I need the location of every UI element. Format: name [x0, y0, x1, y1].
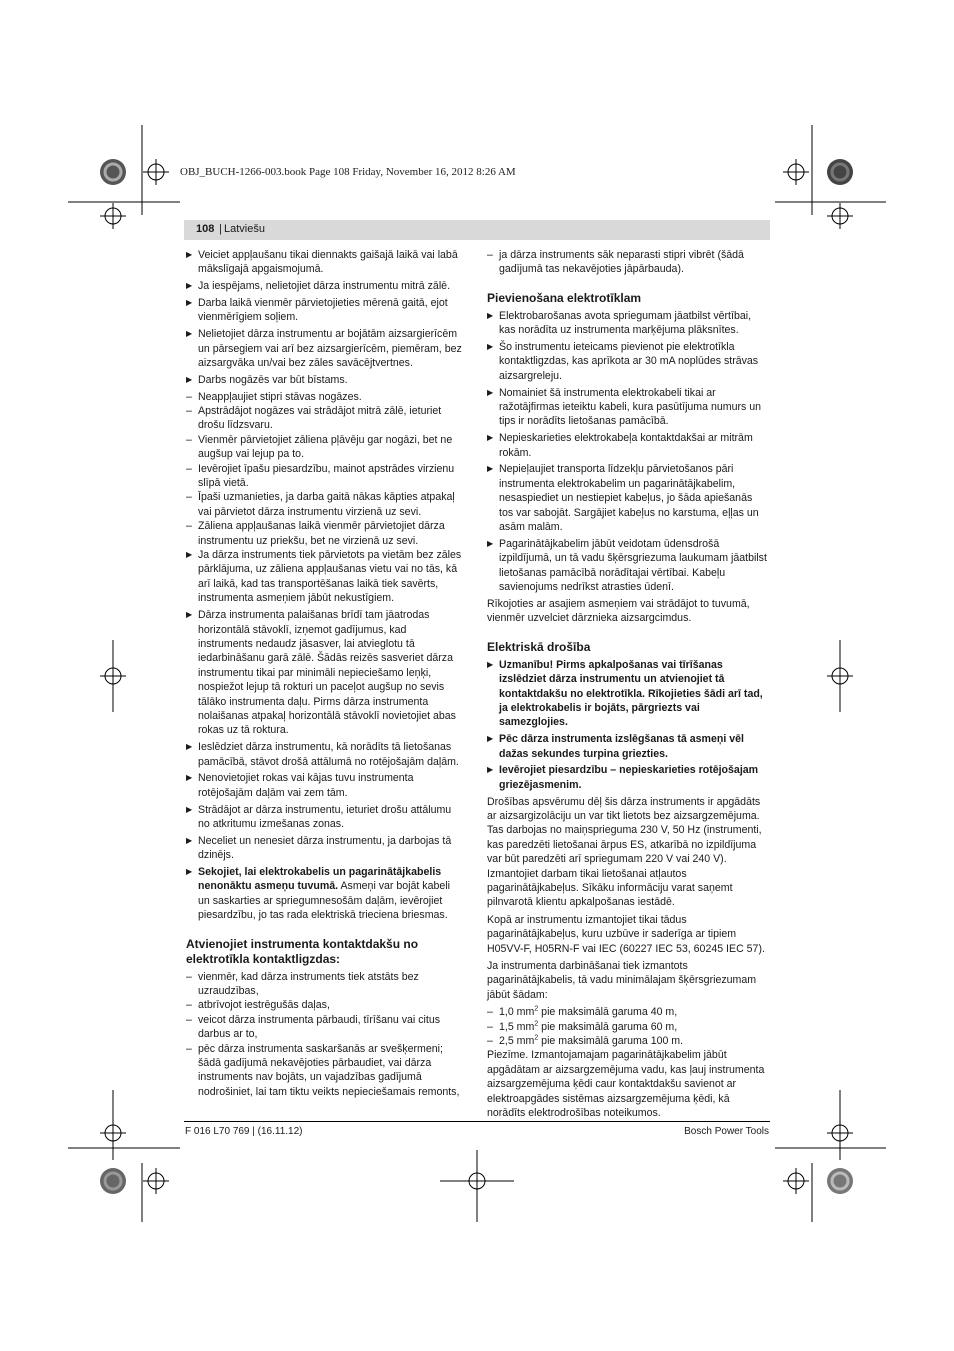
left-column	[186, 248, 464, 1099]
bullet-marker: ▶	[186, 550, 193, 560]
dash-marker: –	[186, 491, 192, 504]
bullet-item	[186, 248, 464, 277]
paragraph: Piezīme. Izmantojamajam pagarinātājkabelim jābūt apgādātam ar aizsargzemējuma vadu, kas ļauj instrumenta aizsargzemējuma ķēdi caur kontaktdakšu savienot ar elektroapgādes sistēmas aizsargzemējuma ķēdi, kā norādīts elektrodrošības noteikumos.	[487, 1049, 765, 1120]
bullet-item	[487, 386, 769, 429]
bullet-item	[487, 658, 769, 730]
bullet-item	[186, 865, 464, 923]
bold-text: Uzmanību! Pirms apkalpošanas vai tīrīšanas izslēdziet dārza instrumentu un atvienojiet tā kontaktdakšu no elektrotīkla. Rīkojieties šādi arī tad, ja elektrokabelis ir bojāts, pārgriezts vai samezglojies.	[499, 658, 763, 729]
dash-marker: –	[186, 1013, 192, 1026]
dash-item	[186, 390, 464, 404]
item-text: Asmeņi var bojāt kabeli un saskarties ar spriegumnesošām daļām, ievērojiet piesardzību, jo tas rada elektriskā trieciena briesmas.	[198, 880, 450, 922]
bullet-marker: ▶	[487, 387, 494, 397]
item-text: vienmēr, kad dārza instruments tiek atstāts bez uzraudzības,	[198, 970, 419, 997]
size-exponent: 2	[534, 1034, 539, 1042]
bullet-item	[487, 537, 769, 595]
item-text: Nelietojiet dārza instrumentu ar bojātām aizsargierīcēm un pārsegiem vai arī bez aizsargierīcēm, piemēram, bez aizsargvāka un/vai bez zāles savācējtvertnes.	[198, 328, 462, 370]
bullet-marker: ▶	[186, 773, 193, 783]
bullet-marker: ▶	[487, 538, 494, 548]
paragraph: Kopā ar instrumentu izmantojiet tikai tādus pagarinātājkabeļus, kuru uzbūve ir saderīga ar tipiem H05VV-F, H05RN-F vai IEC (60227 IEC 53, 60245 IEC 57).	[487, 913, 765, 955]
item-text: Dārza instrumenta palaišanas brīdī tam jāatrodas horizontālā stāvoklī, izņemot gadījumus, kad instruments nedaudz jāsasver, lai atvieglotu tā iedarbināšanu garā zālē. Šādās reizēs sasveriet dārza instrumentu tikai par minimāli nepieciešamo leņķi, nospiežot lejup tā rokturi un paceļot augšup no sevis tālāko instrumenta daļu. Pirms dārza instrumenta nolaišanas atpakaļ horizontālā stāvoklī novietojiet abas rokas uz tā roktura.	[198, 609, 456, 737]
footer-rule	[184, 1121, 770, 1122]
bullet-item	[186, 608, 464, 738]
bullet-item	[186, 373, 464, 387]
bullet-marker: ▶	[186, 742, 193, 752]
bullet-marker: ▶	[487, 464, 494, 474]
dash-marker: –	[186, 1042, 192, 1055]
bullet-item	[186, 327, 464, 370]
bullet-item	[186, 771, 464, 800]
item-text: Apstrādājot nogāzes vai strādājot mitrā zālē, ieturiet drošu līdzsvaru.	[198, 405, 442, 432]
bullet-item	[487, 431, 769, 460]
size-exponent: 2	[534, 1005, 539, 1013]
dash-item	[186, 404, 464, 433]
bullet-marker: ▶	[487, 310, 494, 320]
item-text: Darba laikā vienmēr pārvietojieties mērenā gaitā, ejot vienmērīgiem soļiem.	[198, 297, 448, 324]
item-text: ja dārza instruments sāk neparasti stipri vibrēt (šādā gadījumā tas nekavējoties jāpārbauda).	[499, 249, 744, 276]
page-header	[184, 220, 770, 240]
bullet-item	[186, 740, 464, 769]
bullet-item	[186, 834, 464, 863]
dash-item	[186, 1042, 464, 1100]
bullet-item	[186, 279, 464, 293]
dash-item	[186, 519, 464, 548]
item-text: atbrīvojot iestrēgušās daļas,	[198, 999, 330, 1012]
bullet-item	[487, 732, 769, 761]
dash-marker: –	[186, 405, 192, 418]
item-text: pēc dārza instrumenta saskaršanās ar svešķermeni; šādā gadījumā nekavējoties pārbaudiet, vai dārza instruments nav bojāts, un vajadzības gadījumā nodrošiniet, lai tam tiktu veikts nepieciešamais remonts,	[198, 1042, 460, 1098]
header-language: Latviešu	[224, 223, 265, 235]
dash-marker: –	[487, 1020, 493, 1033]
size-value: 1,5 mm	[499, 1020, 535, 1033]
bullet-item	[487, 462, 769, 534]
bullet-item	[186, 296, 464, 325]
footer-brand: Bosch Power Tools	[684, 1126, 769, 1137]
paragraph: Ja instrumenta darbināšanai tiek izmantots pagarinātājkabelis, tā vadu minimālajam šķērsgriezumam jābūt šādam:	[487, 959, 757, 1001]
dash-marker: –	[186, 462, 192, 475]
size-exponent: 2	[534, 1020, 539, 1028]
dash-item	[487, 1034, 769, 1048]
section-heading: Atvienojiet instrumenta kontaktdakšu no elektrotīkla kontaktligzdas:	[186, 936, 419, 966]
bold-text: Pēc dārza instrumenta izslēgšanas tā asmeņi vēl dažas sekundes turpina griezties.	[499, 733, 744, 760]
footer-doc-code: F 016 L70 769 | (16.11.12)	[185, 1126, 303, 1137]
bold-text: Sekojiet, lai elektrokabelis un pagarinātājkabelis nenonāktu asmeņu tuvumā.	[198, 865, 442, 893]
item-text: Elektrobarošanas avota spriegumam jāatbilst vērtībai, kas norādīta uz instrumenta marķējuma plāksnītes.	[499, 309, 752, 337]
bullet-marker: ▶	[487, 342, 494, 352]
item-text: veicot dārza instrumenta pārbaudi, tīrīšanu vai citus darbus ar to,	[198, 1013, 441, 1041]
item-text: Vienmēr pārvietojiet zāliena pļāvēju gar nogāzi, bet ne augšup vai lejup pa to.	[198, 433, 453, 461]
dash-item	[186, 433, 464, 462]
bold-text: Ievērojiet piesardzību – nepieskarieties rotējošajam griezējasmenim.	[499, 764, 759, 791]
bullet-marker: ▶	[487, 734, 494, 744]
right-column	[487, 248, 769, 1123]
section-heading: Elektriskā drošība	[487, 639, 591, 654]
bullet-marker: ▶	[186, 804, 193, 814]
item-text: Darbs nogāzēs var būt bīstams.	[198, 373, 348, 386]
item-text: Ievērojiet īpašu piesardzību, mainot apstrādes virzienu slīpā vietā.	[198, 462, 455, 490]
item-text: Īpaši uzmanieties, ja darba gaitā nākas kāpties atpakaļ vai pārvietot dārza instrumentu virzienā uz sevi.	[198, 491, 455, 518]
item-text: Nepieļaujiet transporta līdzekļu pārvietošanos pāri instrumenta elektrokabelim un pagarinātājkabelim, nesaspiediet un nestiepiet kabeļus, jo šāda apiešanās tos var sabojāt. Sargājiet kabeļus no karstuma, eļļas un asām malām.	[499, 463, 759, 534]
item-text: Pagarinātājkabelim jābūt veidotam ūdensdrošā izpildījumā, un tā vadu šķērsgriezuma laukumam jāatbilst lietošanas pamācībā norādītajai vērtībai. Kabeļu savienojums nedrīkst atrasties ūdenī.	[499, 537, 767, 594]
bullet-marker: ▶	[186, 281, 193, 291]
size-condition: pie maksimālā garuma 40 m,	[538, 1006, 678, 1019]
dash-item	[186, 1013, 464, 1042]
size-value: 2,5 mm	[499, 1035, 535, 1048]
book-slug: OBJ_BUCH-1266-003.book Page 108 Friday, November 16, 2012 8:26 AM	[180, 166, 516, 178]
bullet-item	[487, 340, 769, 383]
bullet-marker: ▶	[186, 610, 193, 620]
dash-item	[186, 490, 464, 519]
item-text: Ja dārza instruments tiek pārvietots pa vietām bez zāles pārklājuma, uz zāliena appļaušanas vietu vai no tās, kā arī laikā, kad tas transportēšanas laikā tiek savērts, instrumenta asmeņiem jābūt nekustīgiem.	[198, 549, 462, 605]
dash-marker: –	[186, 999, 192, 1012]
paragraph: Rīkojoties ar asajiem asmeņiem vai strādājot to tuvumā, vienmēr uzvelciet dārznieka aizsargcimdus.	[487, 597, 750, 625]
item-text: Neappļaujiet stipri stāvas nogāzes.	[198, 390, 362, 403]
bullet-marker: ▶	[186, 298, 193, 307]
size-condition: pie maksimālā garuma 100 m.	[538, 1035, 684, 1048]
dash-marker: –	[487, 249, 493, 261]
bullet-item	[186, 548, 464, 606]
item-text: Nenovietojiet rokas vai kājas tuvu instrumenta rotējošajām daļām vai zem tām.	[198, 772, 414, 799]
item-text: Nomainiet šā instrumenta elektrokabeli tikai ar ražotājfirmas ieteiktu kabeli, kura pasūtījuma numurs un tips ir norādīts lietošanas pamācībā.	[499, 386, 762, 428]
bullet-marker: ▶	[487, 433, 494, 443]
dash-item	[186, 970, 464, 999]
item-text: Nepieskarieties elektrokabeļa kontaktdakšai ar mitrām rokām.	[499, 432, 753, 459]
item-text: Ieslēdziet dārza instrumentu, kā norādīts tā lietošanas pamācībā, stāvot drošā attālumā no rotējošajām daļām.	[198, 741, 459, 768]
page-number: 108	[196, 223, 215, 235]
dash-item	[487, 1005, 769, 1019]
item-text: Šo instrumentu ieteicams pievienot pie elektrotīkla kontaktligzdas, kas aprīkota ar 30 mA noplūdes strāvas aizsargreleju.	[499, 341, 759, 382]
bullet-marker: ▶	[186, 835, 193, 845]
item-text: Strādājot ar dārza instrumentu, ieturiet drošu attālumu no atkritumu izmešanas zonas.	[198, 803, 452, 830]
bullet-item	[487, 763, 769, 792]
dash-item	[186, 998, 464, 1012]
dash-marker: –	[487, 1035, 493, 1048]
size-value: 1,0 mm	[499, 1006, 535, 1019]
dash-marker: –	[186, 390, 192, 403]
item-text: Veiciet appļaušanu tikai diennakts gaišajā laikā vai labā mākslīgajā apgaismojumā.	[198, 249, 458, 276]
dash-item	[487, 248, 769, 277]
bullet-marker: ▶	[186, 250, 193, 259]
item-text: Neceliet un nenesiet dārza instrumentu, ja darbojas tā dzinējs.	[198, 834, 452, 862]
dash-marker: –	[186, 433, 192, 446]
dash-marker: –	[487, 1006, 493, 1019]
bullet-marker: ▶	[186, 329, 193, 339]
size-condition: pie maksimālā garuma 60 m,	[538, 1020, 678, 1033]
bullet-item	[487, 309, 769, 338]
dash-marker: –	[186, 970, 192, 983]
bullet-marker: ▶	[487, 659, 494, 669]
item-text: Zāliena appļaušanas laikā vienmēr pārvietojiet dārza instrumentu uz priekšu, bet ne virzienā uz sevi.	[198, 520, 445, 547]
bullet-marker: ▶	[186, 866, 193, 876]
bullet-marker: ▶	[186, 374, 193, 384]
paragraph: Drošības apsvērumu dēļ šis dārza instruments ir apgādāts ar aizsargizolāciju un var tikt lietots bez aizsargzemējuma. Tas darbojas no maiņsprieguma 230 V, 50 Hz (instrumenti, kas paredzēti lietošanai ārpus ES, atkarībā no izpildījuma var būt paredzēti arī spriegumam 220 V vai 240 V). Izmantojiet darbam tikai lietošanai atļautos pagarinātājkabeļus. Sīkāku informāciju varat saņemt pilnvarotā klientu apkalpošanas iestādē.	[487, 795, 762, 909]
bullet-item	[186, 803, 464, 832]
header-separator: |	[219, 223, 222, 235]
dash-item	[487, 1020, 769, 1034]
dash-item	[186, 462, 464, 491]
dash-marker: –	[186, 520, 192, 533]
item-text: Ja iespējams, nelietojiet dārza instrumentu mitrā zālē.	[198, 280, 451, 293]
bullet-marker: ▶	[487, 765, 494, 775]
section-heading: Pievienošana elektrotīklam	[487, 290, 642, 305]
